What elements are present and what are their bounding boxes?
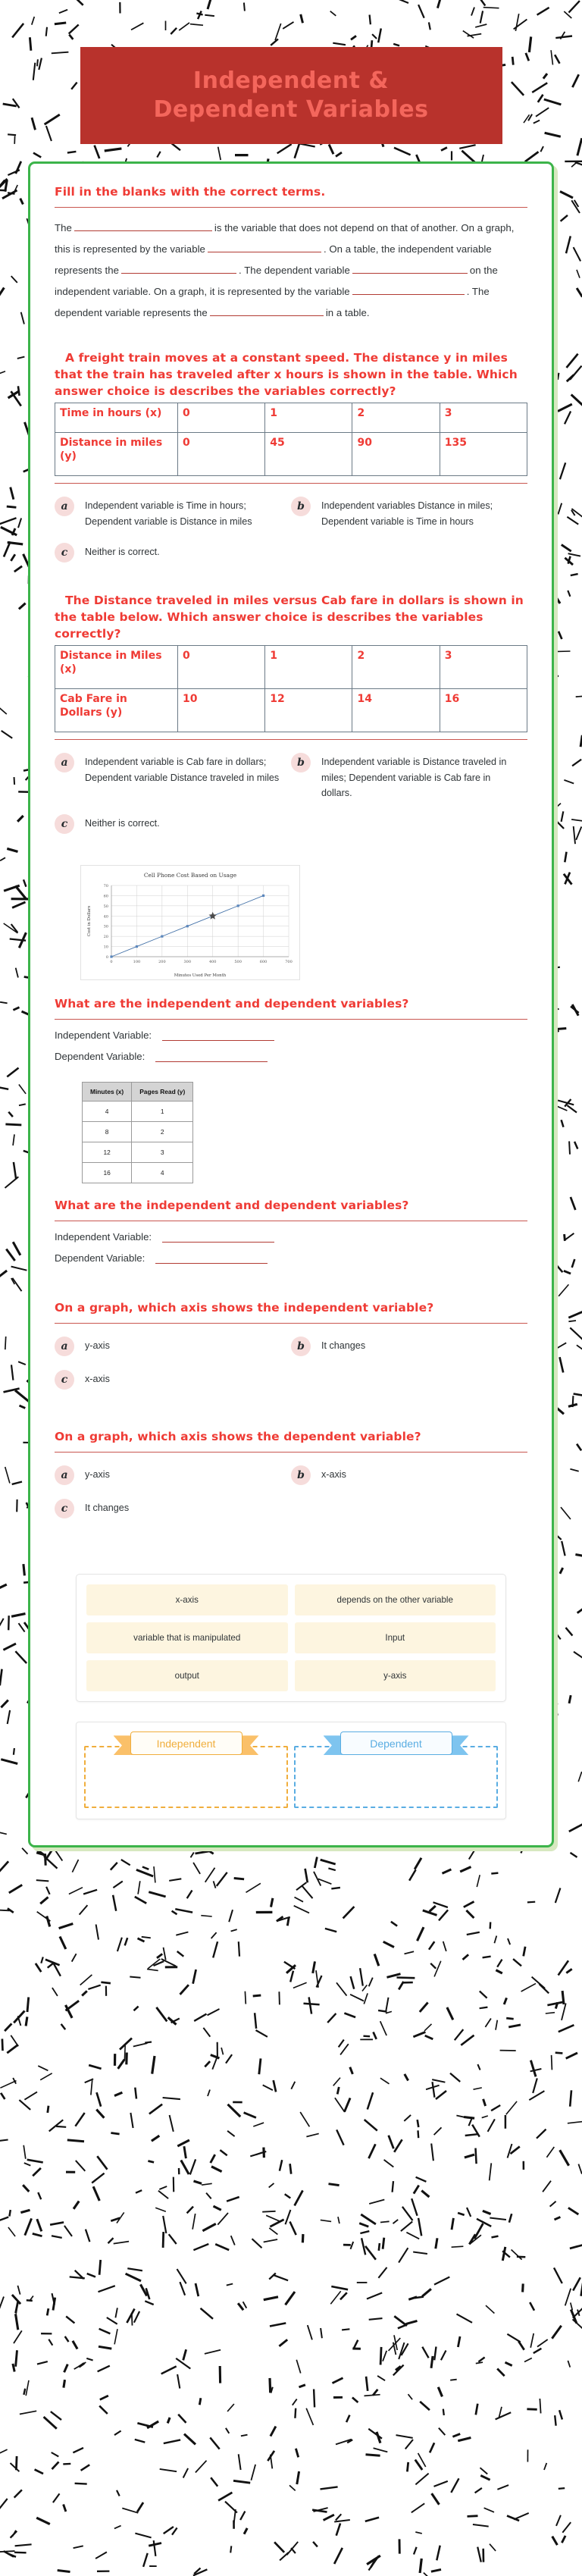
choice-label-b: Independent variable is Distance traveled in miles; Dependent variable is Cab fare in dollars. bbox=[321, 757, 507, 798]
table-vars-heading bbox=[55, 1197, 527, 1214]
choice-option-a[interactable] bbox=[55, 496, 291, 529]
graph-independent-row bbox=[55, 1029, 527, 1041]
svg-text:10: 10 bbox=[103, 945, 108, 950]
train-data-table bbox=[55, 403, 527, 477]
title-line-1: Independent & bbox=[192, 67, 390, 95]
choice-option-b[interactable] bbox=[291, 752, 527, 801]
table-row bbox=[55, 433, 527, 476]
word-bank-chip[interactable]: output bbox=[86, 1660, 288, 1691]
train-row2-label: Distance in miles (y) bbox=[55, 433, 178, 476]
cab-question-heading: The Distance traveled in miles versus Cab fare in dollars is shown in the table below. Which answer choice is describes the variables correctly? bbox=[55, 594, 524, 641]
train-row2-v3: 135 bbox=[440, 433, 527, 476]
choice-bubble-a: a bbox=[55, 497, 74, 516]
choice-option-c[interactable] bbox=[55, 542, 291, 563]
cab-row2-v0: 10 bbox=[177, 689, 264, 732]
independent-variable-label: Independent Variable: bbox=[55, 1231, 152, 1243]
graph-dependent-row bbox=[55, 1051, 527, 1062]
choice-bubble-b: b bbox=[291, 1337, 311, 1356]
fill-text-5: . The dependent variable represents the bbox=[55, 285, 490, 318]
fill-text-4: on the independent variable. On a graph, it is represented by the variable bbox=[55, 264, 498, 297]
drop-column-dependent bbox=[294, 1731, 498, 1808]
fill-blank-2[interactable] bbox=[208, 240, 321, 252]
table-row bbox=[83, 1122, 193, 1142]
reading-r2-c0: 12 bbox=[83, 1142, 132, 1163]
reading-r0-c0: 4 bbox=[83, 1102, 132, 1122]
table-row bbox=[83, 1102, 193, 1122]
table-header-row bbox=[83, 1083, 193, 1102]
choice-label-b: It changes bbox=[321, 1340, 366, 1352]
choice-bubble-b: b bbox=[291, 1465, 311, 1485]
svg-text:40: 40 bbox=[103, 914, 108, 920]
heading-pre: What are the bbox=[55, 1199, 147, 1213]
svg-text:70: 70 bbox=[103, 884, 108, 889]
reading-r1-c1: 2 bbox=[132, 1122, 193, 1142]
word-bank-chip[interactable]: y-axis bbox=[295, 1660, 496, 1691]
divider bbox=[55, 1323, 527, 1324]
fill-text-3: . The dependent variable bbox=[239, 264, 350, 276]
title-banner-wrap bbox=[0, 0, 582, 144]
axis-independent-choices bbox=[55, 1336, 527, 1402]
svg-text:0: 0 bbox=[110, 960, 113, 965]
cab-row1-v3: 3 bbox=[440, 646, 527, 689]
svg-text:400: 400 bbox=[208, 960, 217, 965]
choice-bubble-c: c bbox=[55, 1499, 74, 1518]
svg-text:20: 20 bbox=[103, 935, 108, 940]
cab-data-table bbox=[55, 645, 527, 732]
train-row1-v3: 3 bbox=[440, 403, 527, 433]
table-row bbox=[83, 1142, 193, 1163]
cab-choices bbox=[55, 752, 527, 847]
choice-bubble-b: b bbox=[291, 753, 311, 772]
heading-dependent: dependent bbox=[264, 1199, 336, 1213]
choice-bubble-b: b bbox=[291, 497, 311, 516]
choice-option-b[interactable] bbox=[291, 496, 527, 529]
drop-column-independent bbox=[84, 1731, 288, 1808]
fill-text-6: in a table. bbox=[325, 306, 370, 318]
svg-text:200: 200 bbox=[158, 960, 166, 965]
choice-option-b[interactable] bbox=[291, 1336, 527, 1356]
svg-text:500: 500 bbox=[234, 960, 242, 965]
fill-blank-4[interactable] bbox=[352, 262, 468, 274]
word-bank-chip[interactable]: depends on the other variable bbox=[295, 1584, 496, 1615]
svg-text:100: 100 bbox=[133, 960, 141, 965]
fill-blank-3[interactable] bbox=[121, 262, 236, 274]
independent-ribbon-label: Independent bbox=[130, 1731, 242, 1755]
fill-blank-1[interactable] bbox=[74, 219, 212, 231]
fill-blank-5[interactable] bbox=[352, 283, 465, 295]
svg-text:600: 600 bbox=[259, 960, 268, 965]
fill-blanks-heading: Fill in the blanks with the correct terms. bbox=[55, 185, 326, 199]
heading-mid: and bbox=[230, 997, 264, 1011]
choice-option-b[interactable] bbox=[291, 1465, 527, 1485]
choice-label-c: x-axis bbox=[85, 1374, 110, 1385]
train-question-heading: A freight train moves at a constant speed. The distance y in miles that the train has traveled after x hours is shown in the table. Which answer choice is describes the variables correctly? bbox=[55, 350, 518, 398]
heading-post: variables? bbox=[336, 997, 409, 1011]
choice-bubble-a: a bbox=[55, 753, 74, 772]
divider bbox=[55, 1019, 527, 1020]
cab-row2-label: Cab Fare in Dollars (y) bbox=[55, 689, 178, 732]
divider bbox=[55, 483, 527, 484]
reading-r3-c0: 16 bbox=[83, 1163, 132, 1183]
worksheet-title-banner bbox=[80, 47, 502, 144]
svg-text:60: 60 bbox=[103, 894, 108, 899]
train-row2-v2: 90 bbox=[352, 433, 440, 476]
cab-row1-v0: 0 bbox=[177, 646, 264, 689]
svg-text:Minutes Used Per Month: Minutes Used Per Month bbox=[174, 973, 227, 979]
axis-dependent-heading: On a graph, which axis shows the dependent variable? bbox=[55, 1430, 421, 1444]
table-dependent-row bbox=[55, 1252, 527, 1264]
cell-phone-cost-chart bbox=[80, 865, 300, 980]
dependent-ribbon-label: Dependent bbox=[340, 1731, 452, 1755]
train-row1-label: Time in hours (x) bbox=[55, 403, 178, 433]
heading-independent: independent bbox=[146, 997, 231, 1011]
dependent-variable-input[interactable] bbox=[155, 1252, 268, 1264]
categorize-drop-panel bbox=[76, 1722, 506, 1819]
train-choices bbox=[55, 496, 527, 575]
worksheet-card bbox=[28, 161, 554, 1847]
svg-text:0: 0 bbox=[105, 955, 108, 961]
choice-option-a[interactable] bbox=[55, 752, 291, 801]
word-bank-grid bbox=[86, 1584, 496, 1691]
table-row bbox=[55, 689, 527, 732]
word-bank-chip[interactable]: variable that is manipulated bbox=[86, 1622, 288, 1653]
dependent-variable-input[interactable] bbox=[155, 1051, 268, 1062]
reading-header-minutes: Minutes (x) bbox=[83, 1083, 132, 1102]
train-row1-v0: 0 bbox=[177, 403, 264, 433]
cab-row2-v1: 12 bbox=[265, 689, 352, 732]
heading-pre: What are the bbox=[55, 997, 147, 1011]
chart-plot-area bbox=[84, 881, 296, 978]
cab-row1-label: Distance in Miles (x) bbox=[55, 646, 178, 689]
heading-dependent: dependent bbox=[264, 997, 336, 1011]
table-independent-row bbox=[55, 1231, 527, 1243]
choice-label-b: Independent variables Distance in miles; Dependent variable is Time in hours bbox=[321, 500, 493, 527]
independent-variable-label: Independent Variable: bbox=[55, 1029, 152, 1042]
axis-dependent-choices bbox=[55, 1465, 527, 1531]
word-bank-chip[interactable]: x-axis bbox=[86, 1584, 288, 1615]
choice-option-c[interactable] bbox=[55, 1498, 291, 1518]
reading-header-pages: Pages Read (y) bbox=[132, 1083, 193, 1102]
choice-option-a[interactable] bbox=[55, 1465, 291, 1485]
heading-mid: and bbox=[230, 1199, 264, 1213]
chart-title: Cell Phone Cost Based on Usage bbox=[143, 872, 237, 879]
word-bank-chip[interactable]: Input bbox=[295, 1622, 496, 1653]
heading-independent: independent bbox=[146, 1199, 231, 1213]
choice-bubble-c: c bbox=[55, 1370, 74, 1390]
fill-text-1: is the variable that does not depend on that of another. On a graph, this is represented by the variable bbox=[55, 222, 515, 255]
svg-text:50: 50 bbox=[103, 904, 108, 910]
choice-option-a[interactable] bbox=[55, 1336, 291, 1356]
reading-r0-c1: 1 bbox=[132, 1102, 193, 1122]
train-row2-v1: 45 bbox=[265, 433, 352, 476]
divider bbox=[55, 1452, 527, 1453]
choice-label-b: x-axis bbox=[321, 1469, 346, 1481]
train-row1-v1: 1 bbox=[265, 403, 352, 433]
cab-row2-v3: 16 bbox=[440, 689, 527, 732]
choice-label-c: Neither is correct. bbox=[85, 547, 160, 558]
table-row bbox=[83, 1163, 193, 1183]
divider bbox=[55, 739, 527, 740]
svg-text:30: 30 bbox=[103, 925, 108, 930]
fill-text-2: . On a table, the independent variable represents the bbox=[55, 243, 492, 276]
dependent-ribbon bbox=[340, 1731, 452, 1757]
choice-label-a: y-axis bbox=[85, 1469, 110, 1481]
choice-bubble-a: a bbox=[55, 1465, 74, 1485]
word-bank-panel bbox=[76, 1574, 506, 1702]
independent-ribbon bbox=[130, 1731, 242, 1757]
svg-text:300: 300 bbox=[183, 960, 192, 965]
choice-label-c: It changes bbox=[85, 1503, 130, 1514]
fill-text-0: The bbox=[55, 222, 72, 233]
choice-label-a: y-axis bbox=[85, 1340, 110, 1352]
independent-variable-input[interactable] bbox=[162, 1029, 274, 1041]
reading-r2-c1: 3 bbox=[132, 1142, 193, 1163]
choice-option-c[interactable] bbox=[55, 813, 291, 834]
independent-variable-input[interactable] bbox=[162, 1231, 274, 1243]
graph-vars-heading bbox=[55, 995, 527, 1012]
heading-post: variables? bbox=[336, 1199, 409, 1213]
choice-label-c: Neither is correct. bbox=[85, 818, 160, 829]
reading-r1-c0: 8 bbox=[83, 1122, 132, 1142]
svg-text:Cost in Dollars: Cost in Dollars bbox=[87, 906, 92, 937]
choice-bubble-c: c bbox=[55, 814, 74, 834]
dependent-variable-label: Dependent Variable: bbox=[55, 1051, 146, 1063]
cab-row1-v1: 1 bbox=[265, 646, 352, 689]
title-line-2: Dependent Variables bbox=[153, 96, 429, 123]
choice-label-a: Independent variable is Time in hours; Dependent variable is Distance in miles bbox=[85, 500, 252, 527]
dependent-variable-label: Dependent Variable: bbox=[55, 1252, 146, 1264]
svg-text:700: 700 bbox=[285, 960, 293, 965]
divider bbox=[55, 207, 527, 208]
choice-bubble-a: a bbox=[55, 1337, 74, 1356]
axis-independent-heading: On a graph, which axis shows the independent variable? bbox=[55, 1301, 434, 1315]
cab-row1-v2: 2 bbox=[352, 646, 440, 689]
reading-r3-c1: 4 bbox=[132, 1163, 193, 1183]
table-row bbox=[55, 403, 527, 433]
choice-label-a: Independent variable is Cab fare in dollars; Dependent variable Distance traveled in miles bbox=[85, 757, 280, 783]
fill-blanks-paragraph bbox=[55, 218, 527, 324]
train-row2-v0: 0 bbox=[177, 433, 264, 476]
reading-data-table bbox=[82, 1082, 193, 1183]
train-row1-v2: 2 bbox=[352, 403, 440, 433]
choice-bubble-c: c bbox=[55, 543, 74, 563]
fill-blank-6[interactable] bbox=[210, 304, 324, 316]
cab-row2-v2: 14 bbox=[352, 689, 440, 732]
choice-option-c[interactable] bbox=[55, 1369, 291, 1390]
table-row bbox=[55, 646, 527, 689]
